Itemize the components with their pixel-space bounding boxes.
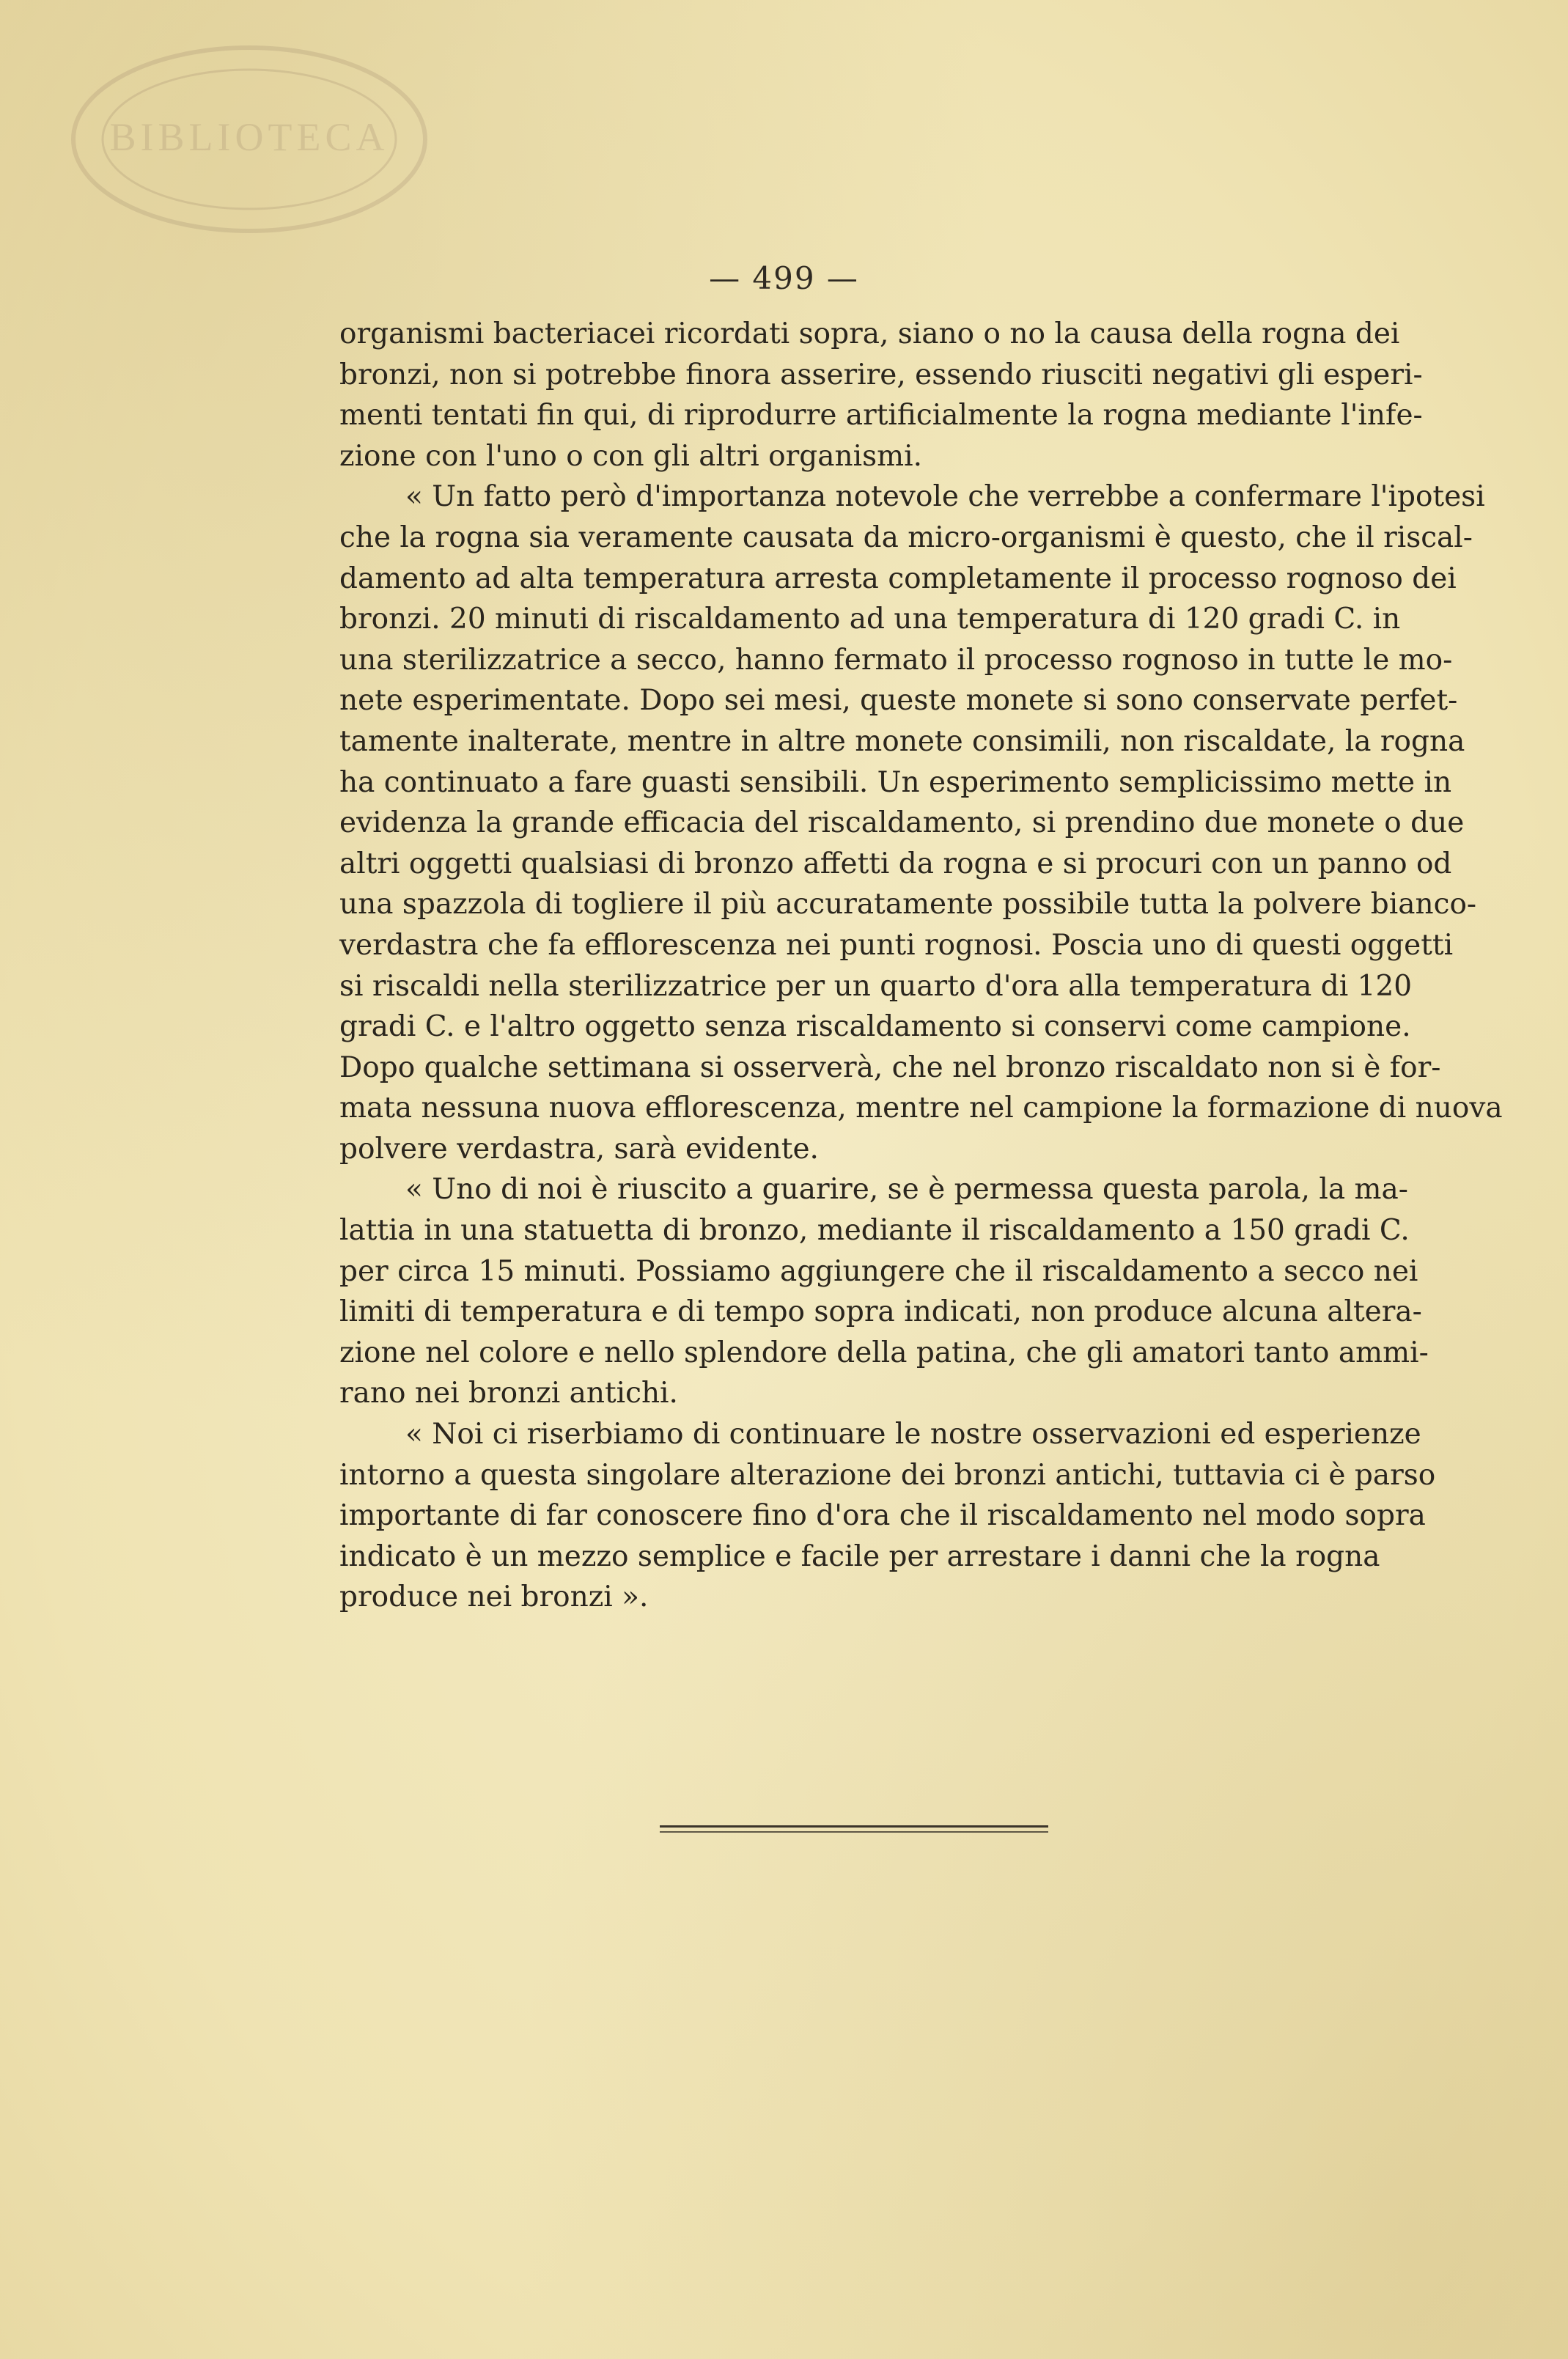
text-line: per circa 15 minuti. Possiamo aggiungere che il riscaldamento a secco nei: [339, 1254, 1418, 1288]
rule-line-top: [660, 1825, 1048, 1828]
text-line: una spazzola di togliere il più accuratamente possibile tutta la polvere bianco-: [339, 888, 1477, 921]
closing-rule-ornament: [660, 1825, 1048, 1836]
page-number: — 499 —: [709, 260, 859, 296]
text-line: gradi C. e l'altro oggetto senza riscaldamento si conservi come campione.: [339, 1010, 1411, 1044]
paragraph: [339, 476, 1503, 1169]
paragraph: [339, 1414, 1436, 1618]
stamp-text: BIBLIOTECA: [109, 115, 389, 159]
text-line: « Uno di noi è riuscito a guarire, se è permessa questa parola, la ma-: [405, 1173, 1408, 1207]
text-line: bronzi. 20 minuti di riscaldamento ad una temperatura di 120 gradi C. in: [339, 603, 1401, 636]
text-line: rano nei bronzi antichi.: [339, 1377, 678, 1410]
text-line: evidenza la grande efficacia del riscaldamento, si prendino due monete o due: [339, 806, 1465, 840]
text-line: si riscaldi nella sterilizzatrice per un quarto d'ora alla temperatura di 120: [339, 969, 1413, 1003]
text-line: verdastra che fa efflorescenza nei punti rognosi. Poscia uno di questi oggetti: [339, 928, 1454, 962]
text-line: damento ad alta temperatura arresta completamente il processo rognoso dei: [339, 562, 1457, 595]
text-line: ha continuato a fare guasti sensibili. Un esperimento semplicissimo mette in: [339, 765, 1452, 799]
rule-line-bottom: [660, 1831, 1048, 1833]
text-line: produce nei bronzi ».: [339, 1580, 649, 1614]
text-line: organismi bacteriacei ricordati sopra, siano o no la causa della rogna dei: [339, 317, 1400, 350]
text-line: Dopo qualche settimana si osserverà, che nel bronzo riscaldato non si è for-: [339, 1050, 1441, 1084]
text-line: lattia in una statuetta di bronzo, mediante il riscaldamento a 150 gradi C.: [339, 1214, 1410, 1248]
text-line: tamente inalterate, mentre in altre monete consimili, non riscaldate, la rogna: [339, 724, 1465, 758]
text-line: « Un fatto però d'importanza notevole che verrebbe a confermare l'ipotesi: [405, 480, 1485, 514]
text-line: mata nessuna nuova efflorescenza, mentre nel campione la formazione di nuova: [339, 1092, 1503, 1125]
text-line: menti tentati fin qui, di riprodurre artificialmente la rogna mediante l'infe-: [339, 399, 1423, 433]
text-line: che la rogna sia veramente causata da micro-organismi è questo, che il riscal-: [339, 520, 1473, 554]
paragraph: [339, 1169, 1429, 1414]
library-stamp: [59, 29, 440, 249]
text-line: bronzi, non si potrebbe finora asserire, essendo riusciti negativi gli esperi-: [339, 358, 1423, 391]
body-text: [339, 314, 1503, 1618]
paragraph: [339, 314, 1423, 476]
text-line: polvere verdastra, sarà evidente.: [339, 1132, 819, 1166]
text-line: indicato è un mezzo semplice e facile per arrestare i danni che la rogna: [339, 1539, 1380, 1573]
text-line: « Noi ci riserbiamo di continuare le nostre osservazioni ed esperienze: [405, 1418, 1421, 1451]
text-line: importante di far conoscere fino d'ora che il riscaldamento nel modo sopra: [339, 1499, 1426, 1533]
text-line: intorno a questa singolare alterazione dei bronzi antichi, tuttavia ci è parso: [339, 1458, 1436, 1492]
text-line: nete esperimentate. Dopo sei mesi, queste monete si sono conservate perfet-: [339, 684, 1458, 718]
text-line: limiti di temperatura e di tempo sopra indicati, non produce alcuna altera-: [339, 1295, 1422, 1329]
text-line: zione nel colore e nello splendore della patina, che gli amatori tanto ammi-: [339, 1336, 1429, 1369]
text-line: altri oggetti qualsiasi di bronzo affetti da rogna e si procuri con un panno od: [339, 847, 1452, 880]
text-line: zione con l'uno o con gli altri organismi.: [339, 439, 922, 473]
text-line: una sterilizzatrice a secco, hanno fermato il processo rognoso in tutte le mo-: [339, 643, 1453, 677]
